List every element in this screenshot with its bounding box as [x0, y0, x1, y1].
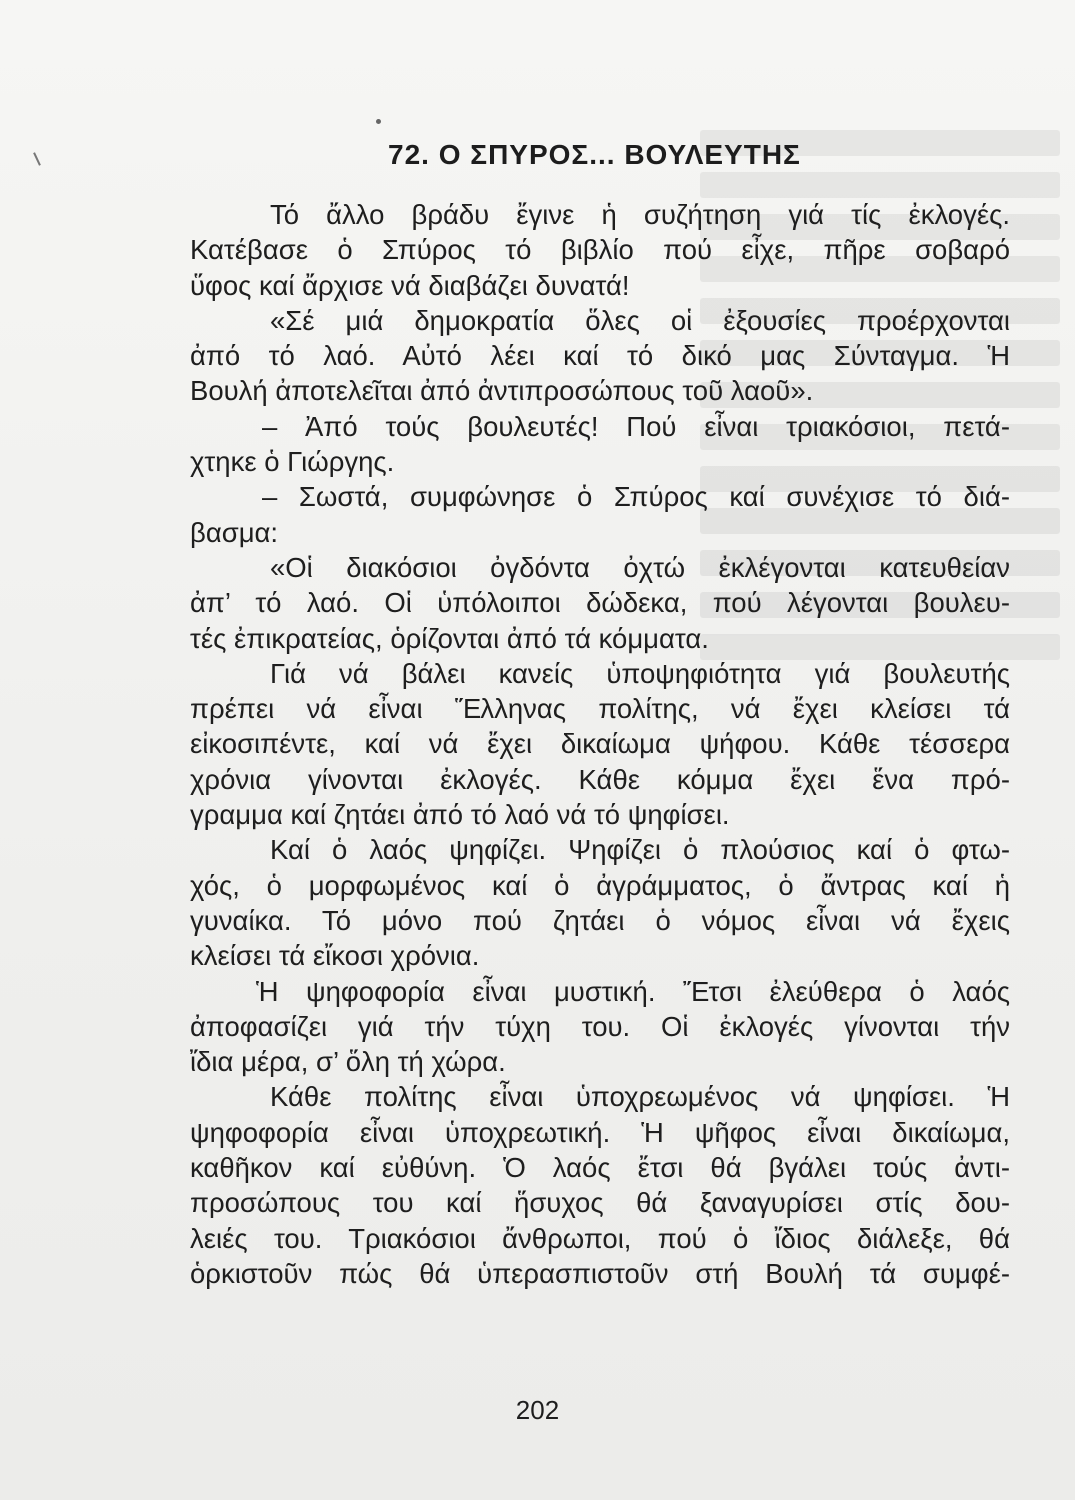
chapter-title: 72. Ο ΣΠΥΡΟΣ... ΒΟΥΛΕΥΤΗΣ: [388, 139, 801, 170]
text-line: τές ἐπικρατείας, ὁρίζονται ἀπό τά κόμματα.: [190, 622, 709, 654]
text-line: – Σωστά, συμφώνησε ὁ Σπύρος καί συνέχισε τό διά-: [262, 481, 1010, 513]
text-line: προσώπους του καί ἥσυχος θά ξαναγυρίσει στίς δου-: [190, 1187, 1010, 1219]
text-line: γραμμα καί ζητάει ἀπό τό λαό νά τό ψηφίσει.: [190, 799, 730, 831]
text-line: ἀπ’ τό λαό. Οἱ ὑπόλοιποι δώδεκα, πού λέγονται βουλευ-: [190, 587, 1010, 619]
text-line: Κατέβασε ὁ Σπύρος τό βιβλίο πού εἶχε, πῆρε σοβαρό: [190, 234, 1010, 266]
text-line: Γιά νά βάλει κανείς ὑποψηφιότητα γιά βουλευτής: [270, 657, 1010, 689]
text-line: ὁρκιστοῦν πώς θά ὑπερασπιστοῦν στή Βουλή τά συμφέ-: [190, 1257, 1010, 1289]
text-line: Τό ἄλλο βράδυ ἔγινε ἡ συζήτηση γιά τίς ἐκλογές.: [270, 199, 1010, 230]
text-line: Κάθε πολίτης εἶναι ὑποχρεωμένος νά ψηφίσει. Ἡ: [270, 1081, 1010, 1113]
text-line: ψηφοφορία εἶναι ὑποχρεωτική. Ἡ ψῆφος εἶναι δικαίωμα,: [190, 1116, 1010, 1148]
text-line: χτηκε ὁ Γιώργης.: [190, 446, 395, 478]
text-line: «Οἱ διακόσιοι ὀγδόντα ὀχτώ ἐκλέγονται κατευθείαν: [270, 551, 1010, 583]
page-number: 202: [515, 1395, 560, 1425]
text-line: χρόνια γίνονται ἐκλογές. Κάθε κόμμα ἔχει ἕνα πρό-: [190, 763, 1010, 795]
text-line: Βουλή ἀποτελεῖται ἀπό ἀντιπροσώπους τοῦ λαοῦ».: [190, 375, 814, 407]
text-line: «Σέ μιά δημοκρατία ὅλες οἱ ἐξουσίες προέρχονται: [270, 304, 1010, 336]
text-line: βασμα:: [190, 516, 279, 548]
body-text: [190, 197, 1010, 1291]
text-line: Καί ὁ λαός ψηφίζει. Ψηφίζει ὁ πλούσιος καί ὁ φτω-: [270, 834, 1010, 866]
text-line: ὕφος καί ἄρχισε νά διαβάζει δυνατά!: [190, 269, 630, 301]
text-line: χός, ὁ μορφωμένος καί ὁ ἀγράμματος, ὁ ἄντρας καί ἡ: [190, 869, 1010, 901]
text-line: κλείσει τά εἴκοσι χρόνια.: [190, 940, 480, 972]
paper-mark: [33, 152, 41, 166]
text-line: εἰκοσιπέντε, καί νά ἔχει δικαίωμα ψήφου. Κάθε τέσσερα: [190, 728, 1010, 760]
text-line: πρέπει νά εἶναι Ἕλληνας πολίτης, νά ἔχει κλείσει τά: [190, 693, 1010, 725]
text-line: λειές του. Τριακόσιοι ἄνθρωποι, πού ὁ ἴδιος διάλεξε, θά: [190, 1222, 1010, 1254]
text-line: καθῆκον καί εὐθύνη. Ὁ λαός ἔτσι θά βγάλει τούς ἀντι-: [190, 1152, 1010, 1184]
text-line: – Ἀπό τούς βουλευτές! Πού εἶναι τριακόσιοι, πετά-: [262, 410, 1010, 442]
text-line: ἀπό τό λαό. Αὐτό λέει καί τό δικό μας Σύνταγμα. Ἡ: [190, 340, 1010, 372]
text-line: ἴδια μέρα, σ’ ὅλη τή χώρα.: [190, 1046, 506, 1078]
text-line: γυναίκα. Τό μόνο πού ζητάει ὁ νόμος εἶναι νά ἔχεις: [190, 904, 1010, 936]
text-line: Ἡ ψηφοφορία εἶναι μυστική. Ἔτσι ἐλεύθερα ὁ λαός: [256, 975, 1010, 1007]
paper-speck: [376, 119, 381, 124]
text-line: ἀποφασίζει γιά τήν τύχη του. Οἱ ἐκλογές γίνονται τήν: [190, 1010, 1010, 1042]
